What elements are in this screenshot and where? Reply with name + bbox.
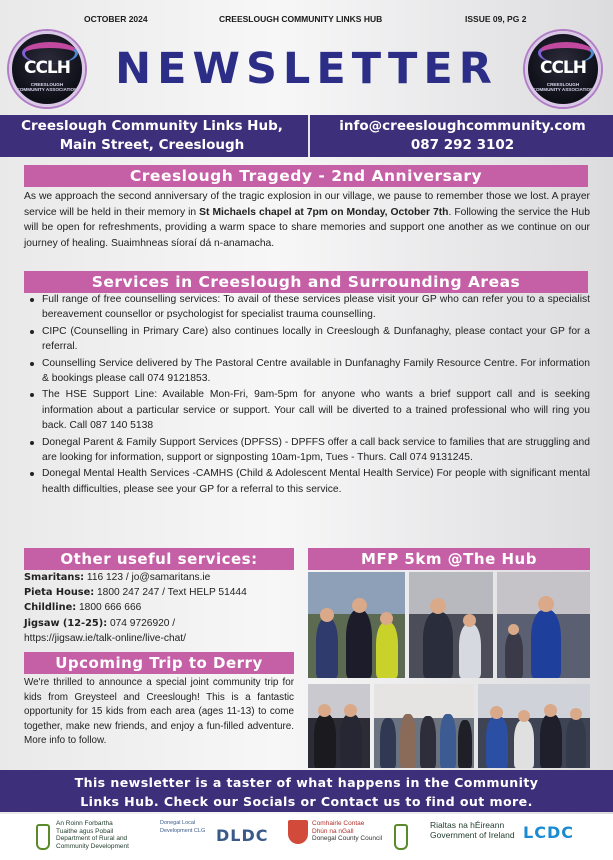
services-list [24, 292, 590, 498]
contact-bar [0, 115, 613, 157]
rural-dept-line: Community Development [56, 842, 129, 850]
service-value: 1800 666 666 [76, 602, 142, 614]
list-item [24, 570, 302, 585]
ldc-line: Donegal Local [160, 820, 196, 826]
trip-text: We're thrilled to announce a special joint community trip for kids from Greysteel and Creeslough! This is a fantastic opportunity for 15 kids from each area (ages 11-13) to come together, make new friends, and enjoy a fun-filled adventure. More info to follow. [24, 677, 294, 747]
service-label: Jigsaw (12-25): [24, 617, 108, 629]
tragedy-text-c: . Following the service the Hub will be open for refreshments, providing a warm space to share memories and support one another as we continue on our journey of healing. Suaimhneas síoraí dá n-anamacha. [24, 206, 590, 249]
list-item: Donegal Mental Health Services -CAMHS (Child & Adolescent Mental Health Service) For people with significant mental health difficulties, please see your GP for a referral to this service. [24, 466, 590, 497]
council-logo [312, 820, 382, 843]
footer-banner [0, 770, 613, 812]
tragedy-text-a: As we approach the second anniversary of the tragic explosion in our village, we pause to remember those we lost. A prayer service will be held in their memory in [24, 191, 590, 218]
list-item: Full range of free counselling services: To avail of these services please visit your GP who can refer you to a specialist bereavement counsellor or psychologist for specialist trauma counselling. [24, 292, 590, 323]
event-photo [409, 572, 493, 678]
service-value: 116 123 / jo@samaritans.ie [84, 572, 211, 583]
service-value: 1800 247 247 / Text HELP 51444 [94, 587, 247, 599]
list-item [24, 585, 302, 600]
list-item: Counselling Service delivered by The Pastoral Centre available in Dunfanaghy Family Resource Centre. For information & bookings please call 074 9121853. [24, 356, 590, 387]
rural-dept-line: Department of Rural and [56, 835, 128, 842]
contact-details [312, 115, 613, 157]
community-logo-right [525, 31, 601, 107]
logo-caption: CREESLOUGH COMMUNITY ASSOCIATION [532, 82, 594, 92]
footer-line-2: Links Hub. Check our Socials or Contact us to find out more. [80, 794, 533, 809]
harp-icon [394, 824, 408, 850]
council-line: Donegal County Council [312, 835, 383, 842]
dldc-logo: DLDC [216, 826, 269, 845]
list-item: CIPC (Counselling in Primary Care) also continues locally in Creeslough & Dunfanaghy, please contact your GP for a referral. [24, 324, 590, 355]
address-line-1: Creeslough Community Links Hub, [21, 118, 283, 134]
list-item [24, 616, 302, 631]
list-item: Donegal Parent & Family Support Services (DPFSS) - DPFFS offer a call back service to families that are struggling and are looking for information, support or signposting 10am-1pm, Tues - Thurs. Call 074 9131245. [24, 435, 590, 466]
ldc-line: Development CLG [160, 827, 206, 834]
logo-mark: CCLH [539, 58, 586, 78]
community-logo-left [9, 31, 85, 107]
government-line: Government of Ireland [430, 830, 515, 840]
event-photo [308, 572, 405, 678]
service-label: Pieta House: [24, 587, 95, 599]
footer-line-1: This newsletter is a taster of what happens in the Community [74, 775, 539, 790]
tragedy-heading: Creeslough Tragedy - 2nd Anniversary [24, 165, 588, 187]
issue-date: OCTOBER 2024 [84, 14, 148, 24]
harp-icon [36, 824, 50, 850]
address [0, 115, 304, 157]
lcdc-logo: LCDC [523, 823, 574, 842]
services-heading: Services in Creeslough and Surrounding Areas [24, 271, 588, 293]
council-line: Comhairle Contae [312, 820, 365, 827]
jigsaw-link[interactable]: https://jigsaw.ie/talk-online/live-chat/ [24, 632, 186, 644]
sponsor-logos [0, 814, 613, 860]
government-line: Rialtas na hÉireann [430, 820, 505, 830]
tragedy-text [24, 189, 590, 251]
mfp-photo-collage [308, 572, 590, 768]
email-link[interactable]: info@creesloughcommunity.com [339, 118, 586, 134]
useful-services-heading: Other useful services: [24, 548, 294, 570]
service-label: Childline: [24, 602, 77, 614]
rural-dept-logo [56, 820, 129, 850]
event-photo [497, 572, 590, 678]
event-photo [478, 684, 590, 768]
phone-number: 087 292 3102 [410, 137, 515, 153]
org-name: CREESLOUGH COMMUNITY LINKS HUB [219, 14, 383, 24]
contact-divider [308, 115, 310, 157]
newsletter-title: NEWSLETTER [115, 44, 498, 94]
logo-mark: CCLH [23, 58, 70, 78]
council-crest-icon [288, 820, 308, 844]
rural-dept-line: Tuaithe agus Pobail [56, 827, 114, 835]
service-value: 074 9726920 / [107, 617, 176, 629]
list-item: The HSE Support Line: Available Mon-Fri, 9am-5pm for anyone who wants a brief support call and is seeking information about a particular service or support. Your call will be diverted to a trained professional who will ring you back. Call 087 140 5138 [24, 387, 590, 433]
ldc-logo-text [160, 820, 205, 835]
trip-heading: Upcoming Trip to Derry [24, 652, 294, 674]
event-photo [374, 684, 474, 768]
event-photo [308, 684, 370, 768]
service-label: Smaritans: [24, 572, 85, 583]
mfp-heading: MFP 5km @The Hub [308, 548, 590, 570]
rural-dept-line: An Roinn Forbartha [56, 820, 113, 827]
logo-caption: CREESLOUGH COMMUNITY ASSOCIATION [16, 82, 78, 92]
council-line: Dhún na nGall [312, 827, 354, 835]
issue-number: ISSUE 09, PG 2 [465, 14, 527, 24]
header-meta [0, 14, 613, 28]
tragedy-text-bold: St Michaels chapel at 7pm on Monday, October 7th [199, 206, 449, 218]
useful-services-list [24, 570, 302, 646]
government-logo [430, 820, 515, 840]
address-line-2: Main Street, Creeslough [59, 137, 245, 153]
list-item [24, 600, 302, 615]
